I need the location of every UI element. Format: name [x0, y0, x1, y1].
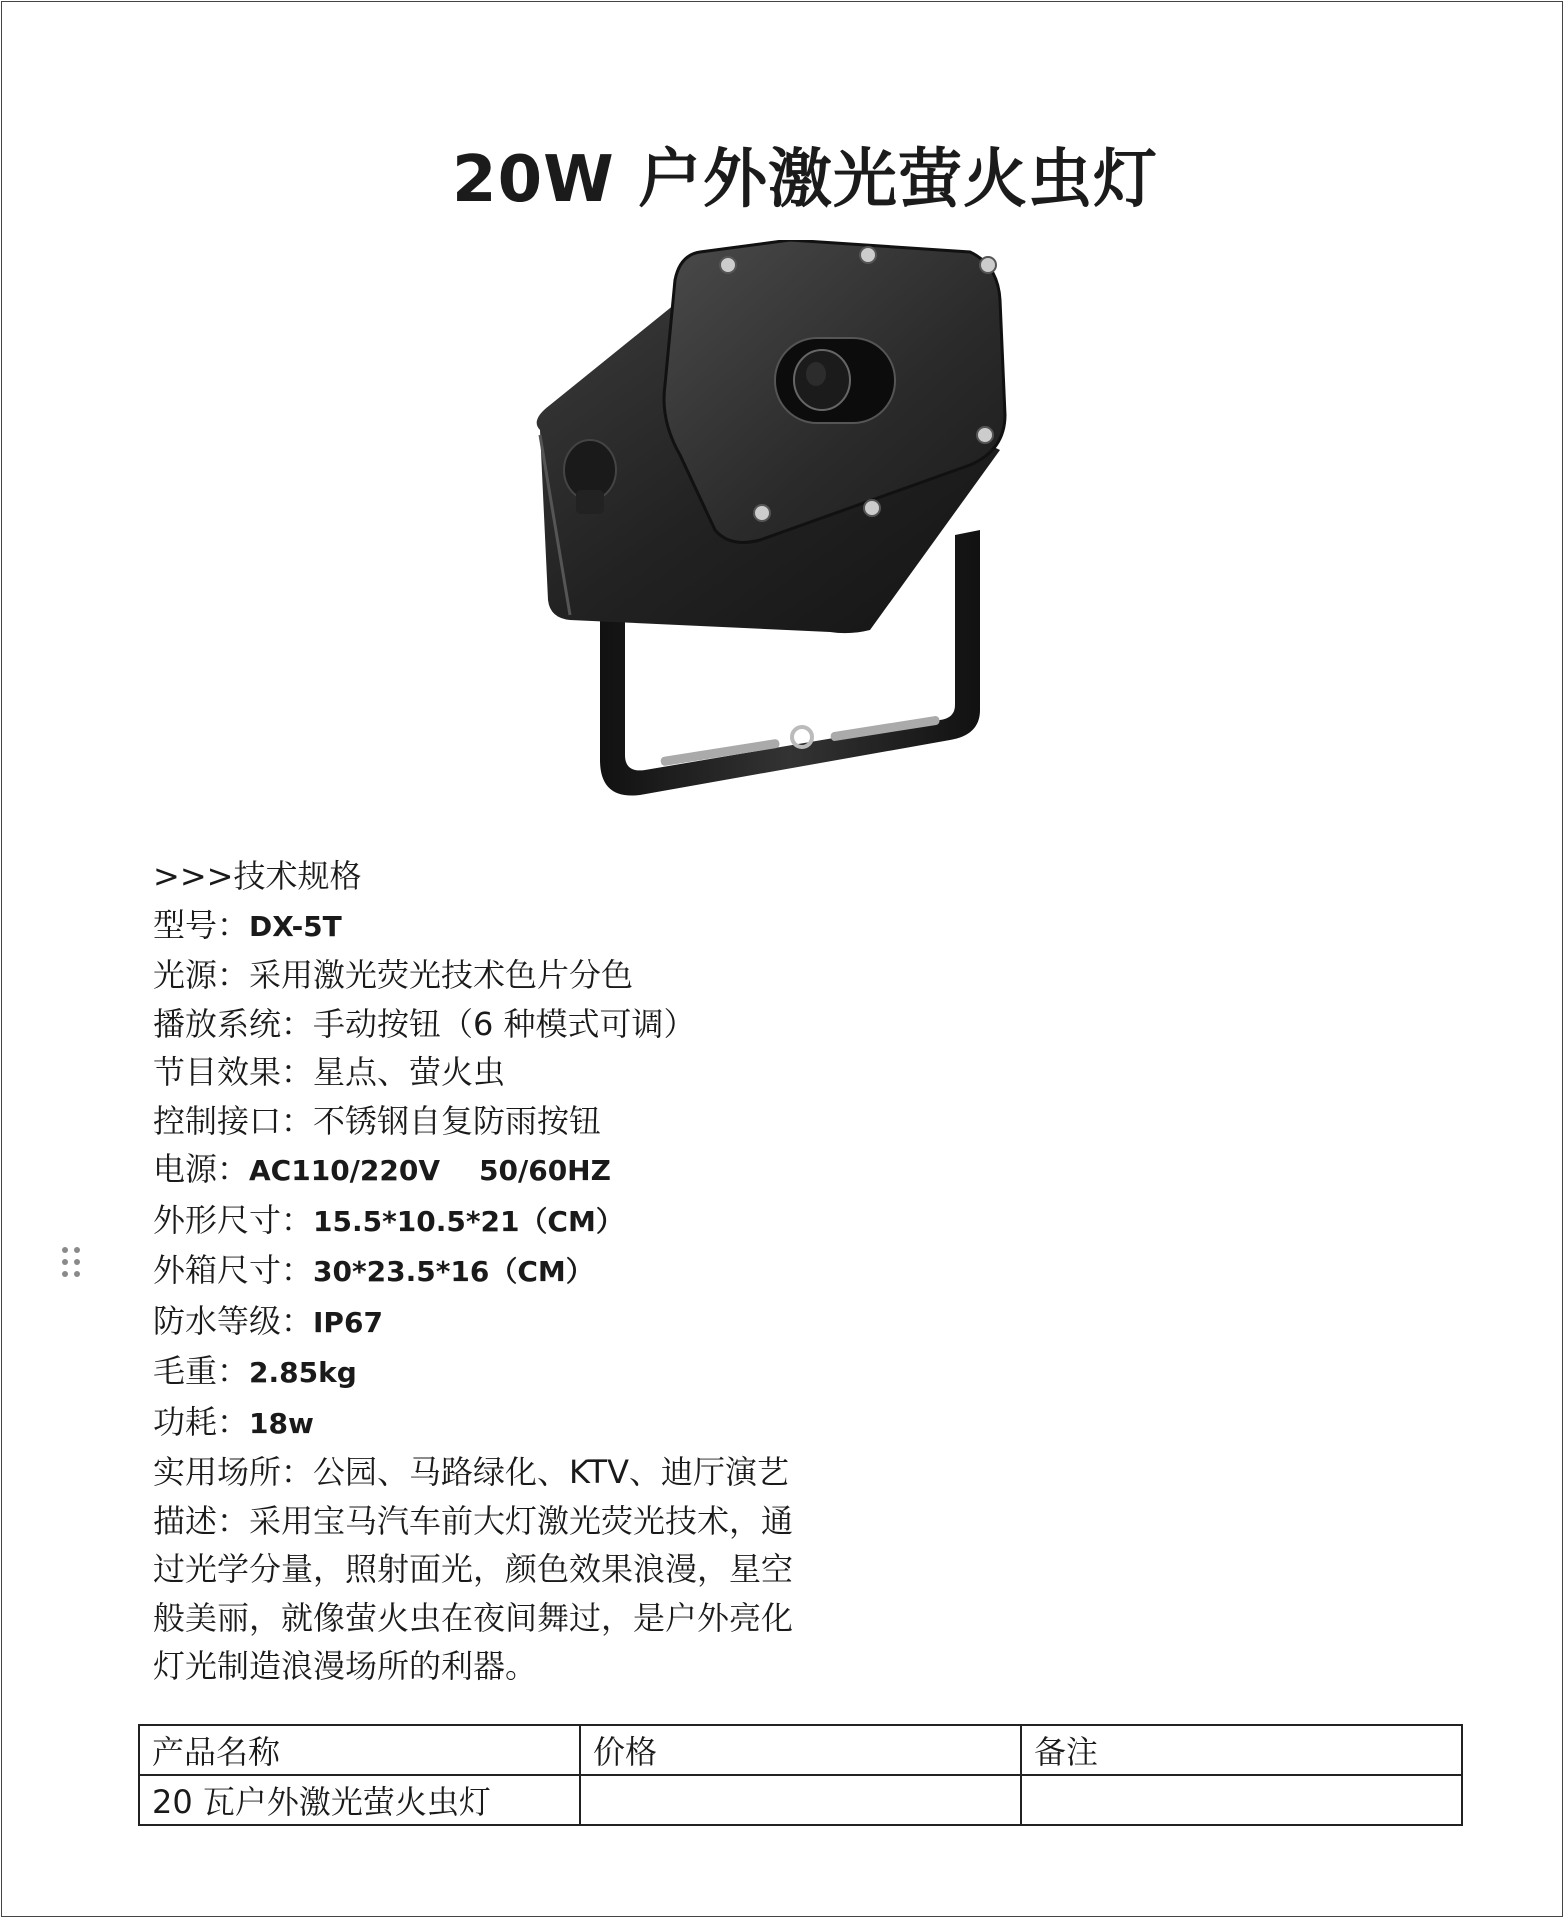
- spec-power: [153, 1398, 853, 1449]
- spec-label: 光源：: [153, 956, 250, 994]
- spec-carton-size: [153, 1246, 853, 1297]
- spec-label: 功耗：: [153, 1402, 250, 1441]
- table-cell: [1021, 1775, 1462, 1825]
- table-header-cell: 产品名称: [139, 1725, 580, 1775]
- spec-dimensions: [153, 1196, 853, 1247]
- spec-effect: [153, 1048, 853, 1097]
- spec-light-source: [153, 951, 853, 1000]
- spec-value: IP67: [313, 1305, 383, 1339]
- spec-heading: >>>技术规格: [153, 857, 362, 895]
- spec-label: 实用场所：: [153, 1453, 314, 1491]
- spec-value: 不锈钢自复防雨按钮: [313, 1101, 602, 1140]
- spec-value: 15.5*10.5*21（CM）: [313, 1204, 624, 1238]
- price-table: [138, 1724, 1463, 1826]
- description-line: 过光学分量，照射面光，颜色效果浪漫，星空: [153, 1550, 794, 1588]
- table-row: [139, 1775, 1462, 1825]
- spec-power-supply: [153, 1145, 853, 1196]
- spec-section: [153, 852, 853, 1691]
- spec-value: AC110/220V 50/60HZ: [249, 1154, 611, 1187]
- description-line: 灯光制造浪漫场所的利器。: [153, 1647, 538, 1685]
- spec-weight: [153, 1347, 853, 1398]
- description-line: 描述：采用宝马汽车前大灯激光荧光技术，通: [153, 1501, 794, 1540]
- spec-label: 控制接口：: [153, 1101, 314, 1140]
- spec-value: DX-5T: [249, 909, 342, 943]
- table-cell: [580, 1775, 1021, 1825]
- description-line: 般美丽，就像萤火虫在夜间舞过，是户外亮化: [153, 1598, 794, 1637]
- spec-venue: [153, 1448, 853, 1497]
- spec-playback: [153, 1000, 853, 1049]
- product-photo: [530, 240, 1090, 830]
- spec-waterproof: [153, 1297, 853, 1348]
- table-header-cell: 价格: [580, 1725, 1021, 1775]
- spec-label: 播放系统：: [153, 1004, 314, 1043]
- spec-label: 毛重：: [153, 1352, 250, 1390]
- drag-handle-icon[interactable]: [60, 1245, 82, 1279]
- spec-value: 公园、马路绿化、KTV、迪厅演艺: [313, 1453, 789, 1491]
- spec-label: 外箱尺寸：: [153, 1251, 314, 1289]
- spec-model: [153, 901, 853, 952]
- spec-value: 采用激光荧光技术色片分色: [249, 956, 634, 994]
- spec-value: 18w: [249, 1406, 314, 1440]
- spec-label: 防水等级：: [153, 1301, 314, 1340]
- spec-control: [153, 1097, 853, 1146]
- spec-value: 2.85kg: [249, 1356, 357, 1389]
- spec-label: 型号：: [153, 905, 250, 944]
- spec-label: 节目效果：: [153, 1053, 314, 1091]
- table-header-row: [139, 1725, 1462, 1775]
- spec-label: 外形尺寸：: [153, 1200, 314, 1239]
- spec-value: 手动按钮（6 种模式可调）: [313, 1004, 696, 1043]
- spec-value: 星点、萤火虫: [313, 1053, 506, 1091]
- spec-label: 电源：: [153, 1150, 250, 1188]
- spec-value: 30*23.5*16（CM）: [313, 1255, 594, 1288]
- table-cell: 20 瓦户外激光萤火虫灯: [139, 1775, 580, 1825]
- table-header-cell: 备注: [1021, 1725, 1462, 1775]
- page-title: 20W 户外激光萤火虫灯: [452, 143, 1158, 217]
